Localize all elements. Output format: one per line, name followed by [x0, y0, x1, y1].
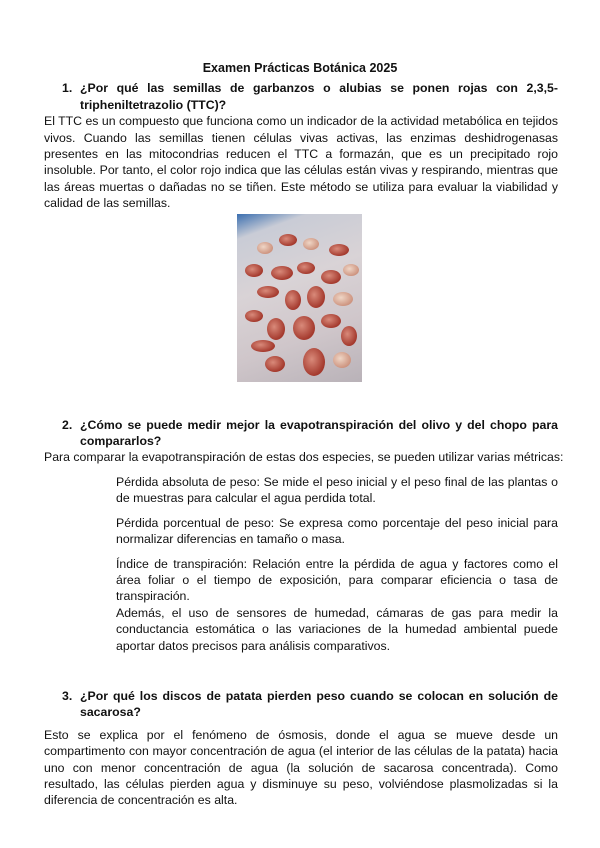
question-3 [62, 688, 558, 721]
question-number: 2. [62, 417, 73, 432]
metric-list [116, 474, 558, 654]
question-text: ¿Por qué los discos de patata pierden peso cuando se colocan en solución de sacarosa? [80, 688, 558, 720]
metric-item: Índice de transpiración: Relación entre la pérdida de agua y factores como el área foliar o el tiempo de exposición, para comparar eficiencia o tasa de transpiración. [116, 556, 558, 604]
answer-1: El TTC es un compuesto que funciona como un indicador de la actividad metabólica en tejidos vivos. Cuando las semillas tienen células vivas activas, las enzimas deshidrogenasas presentes en las mitocondrias reducen el TTC a formazán, que es un precipitado rojo insoluble. Por tanto, el color rojo indica que las células están vivas y respirando, mientras que las áreas muertas o dañadas no se tiñen. Este método se utiliza para evaluar la viabilidad y calidad de las semillas. [44, 114, 558, 211]
metric-item: Pérdida porcentual de peso: Se expresa como porcentaje del peso inicial para normalizar diferencias en tamaño o masa. [116, 515, 558, 547]
document-title: Examen Prácticas Botánica 2025 [202, 61, 398, 75]
question-1 [62, 80, 558, 113]
question-text: ¿Cómo se puede medir mejor la evapotranspiración del olivo y del chopo para compararlos? [80, 417, 558, 449]
question-number: 1. [62, 81, 73, 96]
seeds-ttc-photo [237, 214, 362, 382]
question-2 [62, 417, 558, 450]
metric-item: Además, el uso de sensores de humedad, cámaras de gas para medir la conductancia estomática o las variaciones de la humedad ambiental puede aportar datos precisos para análisis comparativos. [116, 605, 558, 653]
question-number: 3. [62, 688, 73, 703]
question-text: ¿Por qué las semillas de garbanzos o alubias se ponen rojas con 2,3,5-tripheniltetrazolio (TTC)? [80, 81, 558, 112]
answer-3: Esto se explica por el fenómeno de ósmosis, donde el agua se mueve desde un compartimento con mayor concentración de agua (el interior de las células de la patata) hacia uno con menor concentración de agua (la solución de sacarosa concentrada). Como resultado, las células pierden agua y disminuye su peso, volviéndose plasmolizadas si la diferencia de concentración es alta. [44, 727, 558, 808]
answer-2-intro: Para comparar la evapotranspiración de estas dos especies, se pueden utilizar varias métricas: [44, 450, 564, 465]
metric-item: Pérdida absoluta de peso: Se mide el peso inicial y el peso final de las plantas o de muestras para calcular el agua perdida total. [116, 474, 558, 506]
